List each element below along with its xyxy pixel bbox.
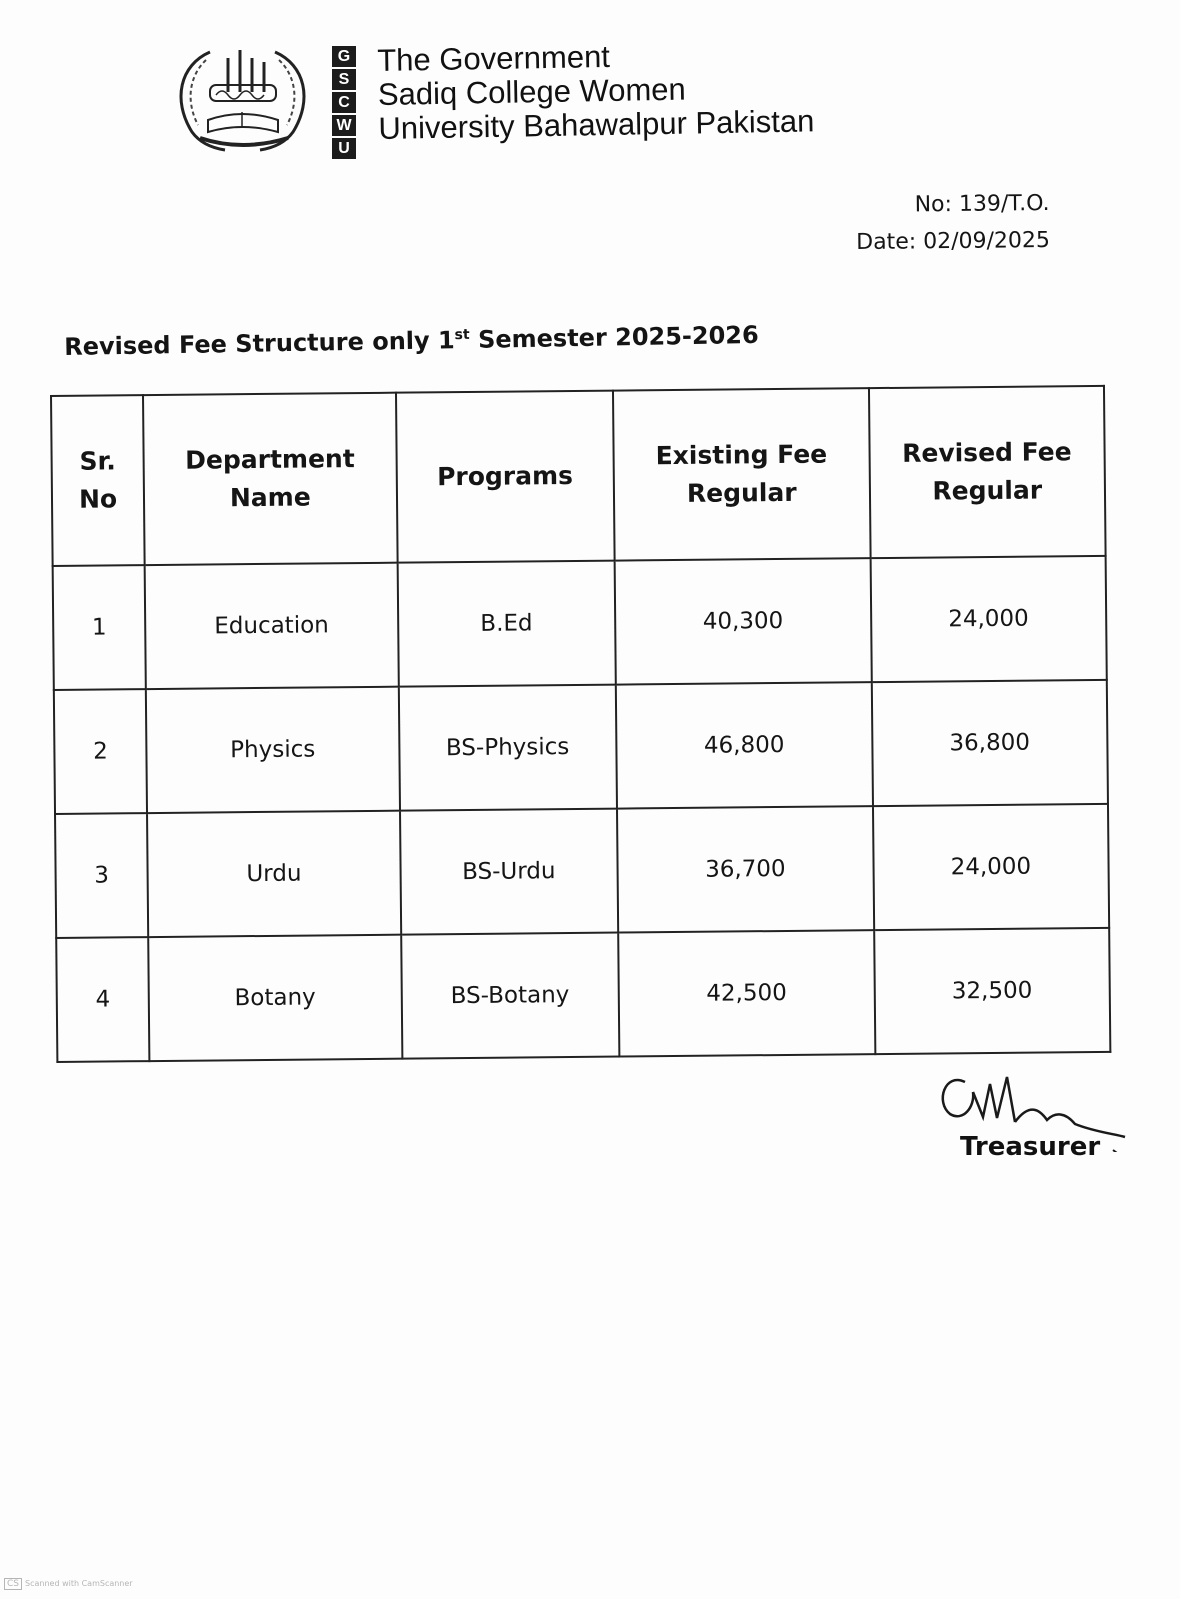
college-name xyxy=(377,36,815,146)
cell-existing-fee: 36,700 xyxy=(617,806,874,932)
cell-revised-fee: 32,500 xyxy=(874,928,1111,1054)
cell-department: Botany xyxy=(148,935,402,1061)
page-title xyxy=(64,321,759,361)
title-suffix: Semester 2025-2026 xyxy=(469,320,759,354)
cell-department: Education xyxy=(145,563,399,689)
header-line: Department xyxy=(185,444,355,475)
acronym-letter: S xyxy=(332,69,356,90)
table-row xyxy=(55,804,1109,938)
reference-block xyxy=(856,185,1051,261)
cell-existing-fee: 42,500 xyxy=(618,930,875,1056)
header-line: Regular xyxy=(932,475,1043,506)
header-line: Sr. xyxy=(79,446,116,476)
fee-table xyxy=(50,385,1111,1063)
acronym-letter: W xyxy=(332,115,356,136)
college-name-line: University Bahawalpur Pakistan xyxy=(378,103,815,146)
cell-sr-no: 4 xyxy=(56,937,149,1062)
header-line: No xyxy=(78,484,118,514)
table-row xyxy=(53,556,1107,690)
header-programs xyxy=(396,391,615,563)
cell-revised-fee: 24,000 xyxy=(873,804,1110,930)
table-row xyxy=(54,680,1108,814)
college-name-line: The Government xyxy=(376,38,611,78)
reference-date: Date: 02/09/2025 xyxy=(856,227,1051,256)
fee-table-container xyxy=(50,385,1111,1063)
acronym-letter: C xyxy=(332,92,356,113)
cell-existing-fee: 40,300 xyxy=(615,558,872,684)
reference-number: No: 139/T.O. xyxy=(914,190,1050,218)
cell-revised-fee: 36,800 xyxy=(871,680,1108,806)
camscanner-icon: CS xyxy=(4,1578,22,1590)
header-line: Revised Fee xyxy=(902,437,1072,468)
signatory-designation: Treasurer xyxy=(960,1132,1101,1162)
acronym-letter: G xyxy=(332,46,356,67)
header-department-name xyxy=(143,393,397,565)
header-line: Name xyxy=(229,482,311,513)
header-line: Programs xyxy=(436,460,574,492)
header-line: Existing Fee xyxy=(655,439,828,471)
title-superscript: st xyxy=(454,326,470,344)
scanner-footer xyxy=(4,1578,133,1590)
acronym-letter: U xyxy=(332,138,356,159)
cell-program: BS-Urdu xyxy=(400,809,619,935)
logo-acronym xyxy=(332,46,360,161)
scanner-text: Scanned with CamScanner xyxy=(25,1579,133,1588)
cell-sr-no: 2 xyxy=(54,689,147,814)
title-prefix: Revised Fee Structure only 1 xyxy=(64,326,455,361)
college-name-line: Sadiq College Women xyxy=(377,71,687,112)
table-header-row xyxy=(51,386,1106,566)
cell-sr-no: 1 xyxy=(53,565,146,690)
header-line: Regular xyxy=(686,477,797,508)
header-existing-fee xyxy=(613,388,870,560)
cell-sr-no: 3 xyxy=(55,813,148,938)
university-logo-icon xyxy=(170,40,315,160)
cell-existing-fee: 46,800 xyxy=(616,682,873,808)
cell-program: BS-Physics xyxy=(398,685,617,811)
cell-program: BS-Botany xyxy=(401,933,620,1059)
cell-department: Physics xyxy=(146,687,400,813)
header-sr-no xyxy=(51,395,145,566)
header-revised-fee xyxy=(869,386,1106,558)
table-row xyxy=(56,928,1110,1062)
cell-revised-fee: 24,000 xyxy=(870,556,1107,682)
cell-department: Urdu xyxy=(147,811,401,937)
cell-program: B.Ed xyxy=(397,561,616,687)
